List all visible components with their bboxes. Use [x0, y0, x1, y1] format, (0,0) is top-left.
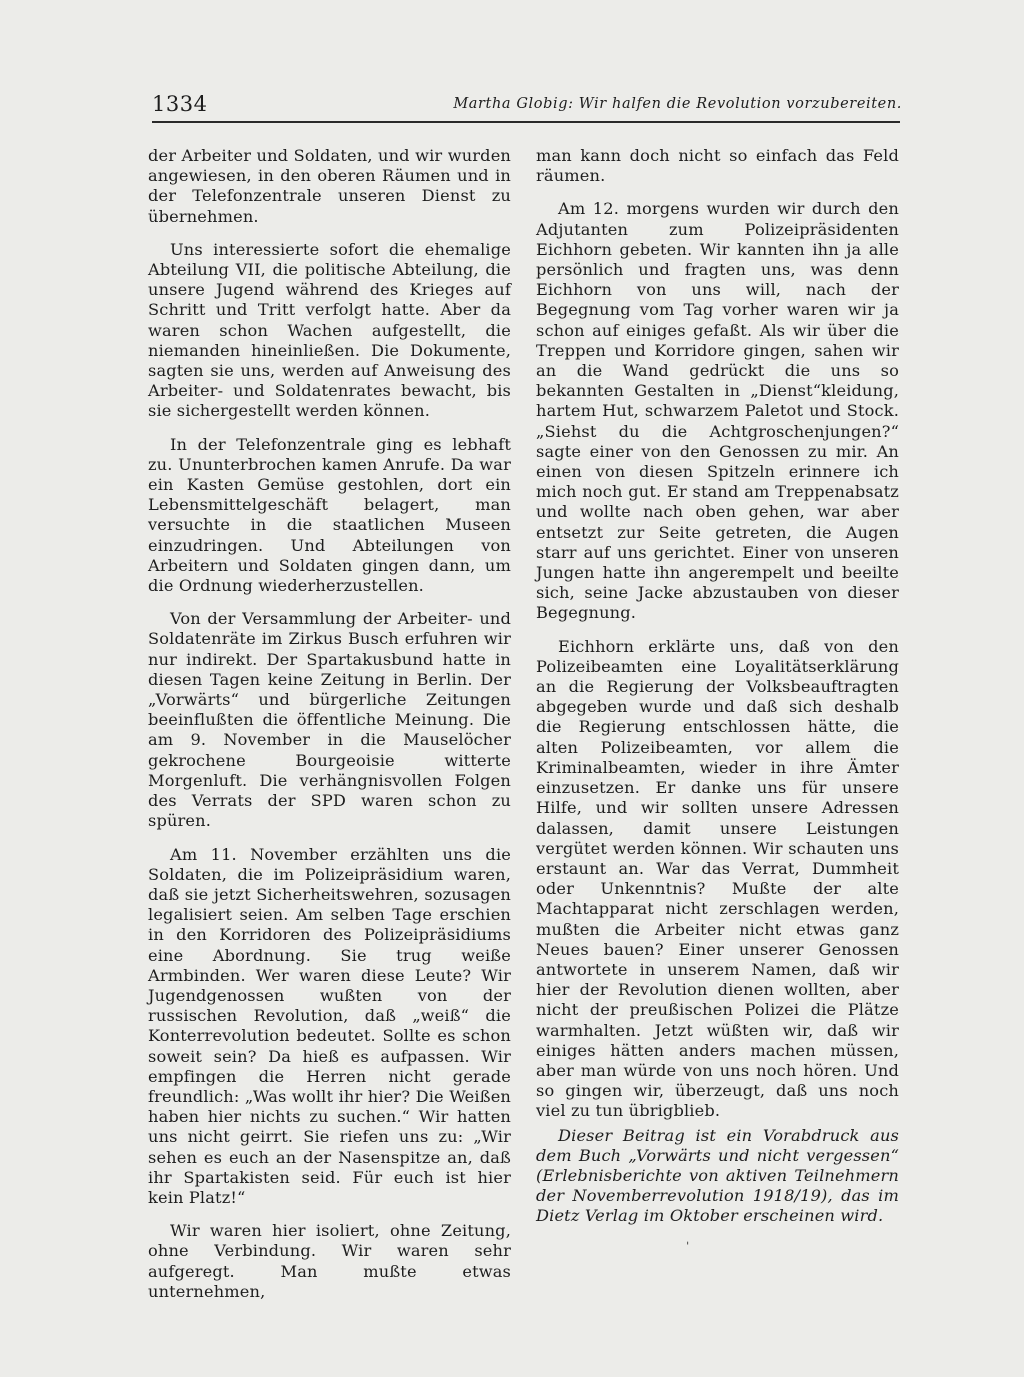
paragraph: Eichhorn erklärte uns, daß von den Polizeibeamten eine Loyalitätserklärung an die Regierung der Volksbeauftragten abgegeben wurde und daß sich deshalb die Regierung entschlossen hätte, die alten Polizeibeamten, vor allem die Kriminalbeamten, wieder in ihre Ämter einzusetzen. Er danke uns für unsere Hilfe, und wir sollten unsere Adressen dalassen, damit unsere Leistungen vergütet werden können. Wir schauten uns erstaunt an. War das Verrat, Dummheit oder Unkenntnis? Mußte der alte Machtapparat nicht zerschlagen werden, mußten die Arbeiter nicht etwas ganz Neues bauen? Einer unserer Genossen antwortete in unserem Namen, daß wir hier der Revolution dienen wollten, aber nicht der preußischen Polizei die Plätze warmhalten. Jetzt wüßten wir, daß wir einiges hätten anders machen müssen, aber man würde von uns noch hören. Und so gingen wir, überzeugt, daß uns noch viel zu tun übrigblieb.: [536, 636, 899, 1121]
paragraph: Von der Versammlung der Arbeiter- und Soldatenräte im Zirkus Busch erfuhren wir nur indirekt. Der Spartakusbund hatte in diesen Tagen keine Zeitung in Berlin. Der „Vorwärts“ und bürgerliche Zeitungen beeinflußten die öffentliche Meinung. Die am 9. November in die Mauselöcher gekrochene Bourgeoisie witterte Morgenluft. Die verhängnisvollen Folgen des Verrats der SPD waren schon zu spüren.: [148, 609, 511, 831]
editorial-note: Dieser Beitrag ist ein Vorabdruck aus dem Buch „Vorwärts und nicht vergessen“ (Erlebnisberichte von aktiven Teilnehmern der Novemberrevolution 1918/19), das im Dietz Verlag im Oktober erscheinen wird.: [536, 1125, 899, 1226]
header-rule: [152, 121, 900, 123]
paragraph: Wir waren hier isoliert, ohne Zeitung, ohne Verbindung. Wir waren sehr aufgeregt. Man mußte etwas unternehmen,: [148, 1221, 511, 1301]
paragraph: man kann doch nicht so einfach das Feld räumen.: [536, 146, 899, 186]
left-column: [148, 146, 511, 1302]
paragraph: Uns interessierte sofort die ehemalige Abteilung VII, die politische Abteilung, die unsere Jugend während des Krieges auf Schritt und Tritt verfolgt hatte. Aber da waren schon Wachen aufgestellt, die niemanden hineinließen. Die Dokumente, sagten sie uns, werden auf Anweisung des Arbeiter- und Soldatenrates bewacht, bis sie sichergestellt werden können.: [148, 239, 511, 421]
paragraph: der Arbeiter und Soldaten, und wir wurden angewiesen, in den oberen Räumen und in der Telefonzentrale unseren Dienst zu übernehmen.: [148, 146, 511, 226]
paragraph: Am 11. November erzählten uns die Soldaten, die im Polizeipräsidium waren, daß sie jetzt Sicherheitswehren, sozusagen legalisiert seien. Am selben Tage erschien in den Korridoren des Polizeipräsidiums eine Abordnung. Sie trug weiße Armbinden. Wer waren diese Leute? Wir Jugendgenossen wußten von der russischen Revolution, daß „weiß“ die Konterrevolution bedeutet. Sollte es schon soweit sein? Da hieß es aufpassen. Wir empfingen die Herren nicht gerade freundlich: „Was wollt ihr hier? Die Weißen haben hier nichts zu suchen.“ Wir hatten uns nicht geirrt. Sie riefen uns zu: „Wir sehen es euch an der Nasenspitze an, daß ihr Spartakisten seid. Für euch ist hier kein Platz!“: [148, 844, 511, 1207]
right-column: [536, 146, 899, 1227]
paragraph: Am 12. morgens wurden wir durch den Adjutanten zum Polizeipräsidenten Eichhorn gebeten. Wir kannten ihn ja alle persönlich und fragten uns, was denn Eichhorn von uns will, nach der Begegnung vom Tag vorher waren wir ja schon auf einiges gefaßt. Als wir über die Treppen und Korridore gingen, sahen wir an die Wand gedrückt die uns so bekannten Gestalten in „Dienst“kleidung, hartem Hut, schwarzem Paletot und Stock. „Siehst du die Achtgroschenjungen?“ sagte einer von den Genossen zu mir. An einen von diesen Spitzeln erinnere ich mich noch gut. Er stand am Treppenabsatz und wollte nach oben gehen, war aber entsetzt zur Seite getreten, die Augen starr auf uns gerichtet. Einer von unseren Jungen hatte ihn angerempelt und beeilte sich, seine Jacke abzustauben von dieser Begegnung.: [536, 199, 899, 623]
paragraph: In der Telefonzentrale ging es lebhaft zu. Ununterbrochen kamen Anrufe. Da war ein Kasten Gemüse gestohlen, dort ein Lebensmittelgeschäft belagert, man versuchte in die staatlichen Museen einzudringen. Und Abteilungen von Arbeitern und Soldaten gingen dann, um die Ordnung wiederherzustellen.: [148, 434, 511, 596]
stray-mark: ˈ: [686, 1240, 690, 1254]
running-head: Martha Globig: Wir halfen die Revolution vorzubereiten.: [453, 96, 902, 112]
page-number: 1334: [152, 92, 208, 116]
page-header: [152, 92, 902, 122]
